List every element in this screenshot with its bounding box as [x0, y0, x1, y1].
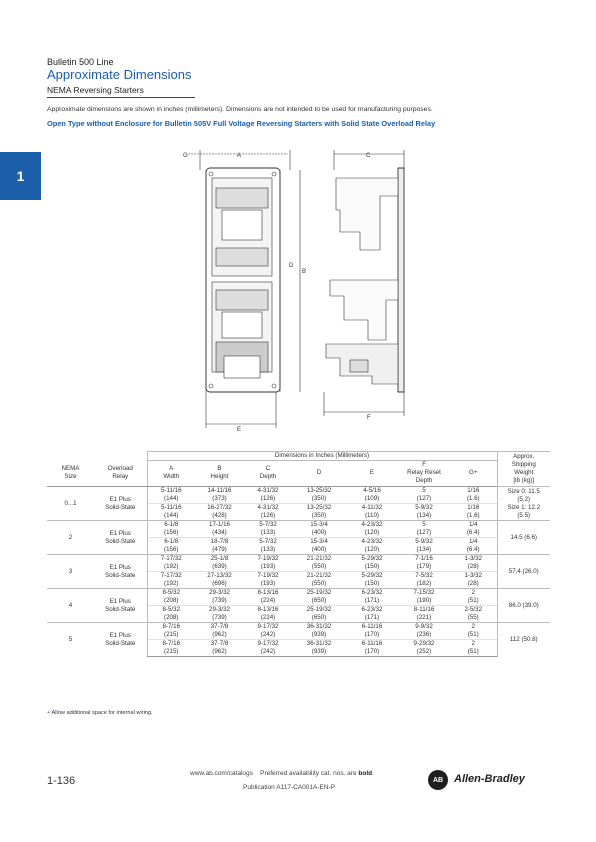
dim-f-cell: 7-1/16 (179) — [398, 555, 450, 572]
dim-c-cell: 5-7/32 (133) — [244, 521, 292, 538]
svg-text:C: C — [366, 153, 371, 159]
dim-g-cell: 2 (51) — [450, 640, 497, 657]
svg-text:E: E — [237, 427, 242, 433]
nema-size-cell: 3 — [47, 555, 94, 589]
dim-e-cell: 5-29/32 (150) — [346, 572, 398, 589]
dim-d-cell: 21-21/32 (550) — [292, 572, 346, 589]
dim-f-cell: 5-9/32 (134) — [398, 504, 450, 521]
bulletin-label: Bulletin 500 Line — [47, 57, 114, 67]
dim-e-cell: 6-11/16 (170) — [346, 640, 398, 657]
page-title: Approximate Dimensions — [47, 67, 192, 82]
dim-c-cell: 4-31/32 (126) — [244, 504, 292, 521]
d-header: D — [292, 461, 346, 487]
availability-note: Preferred availability cat. nos. are — [260, 770, 357, 777]
dim-a-cell: 8-7/16 (215) — [147, 640, 195, 657]
page-number: 1-136 — [47, 775, 76, 787]
dim-g-cell: 2 (51) — [450, 623, 497, 640]
dim-a-cell: 5-11/16 (144) — [147, 487, 195, 504]
table-row — [47, 555, 550, 572]
dim-g-cell: 2 (51) — [450, 589, 497, 606]
overload-relay-header: Overload Relay — [94, 461, 147, 487]
dim-d-cell: 15-3/4 (400) — [292, 538, 346, 555]
dim-g-cell: 1/16 (1.6) — [450, 487, 497, 504]
dim-d-cell: 21-21/32 (550) — [292, 555, 346, 572]
overload-relay-cell: E1 Plus Solid-State — [94, 589, 147, 623]
dim-d-cell: 15-3/4 (400) — [292, 521, 346, 538]
dim-c-cell: 5-7/32 (133) — [244, 538, 292, 555]
dim-b-cell: 29-3/32 (739) — [195, 606, 244, 623]
dim-b-cell: 29-3/32 (739) — [195, 589, 244, 606]
overload-relay-cell: E1 Plus Solid-State — [94, 555, 147, 589]
dimensions-table — [47, 451, 550, 657]
publication-number: Publication A117-CA001A-EN-P — [243, 784, 336, 791]
weight-cell: 112 (50.8) — [497, 623, 550, 657]
dim-g-cell: 2-5/32 (55) — [450, 606, 497, 623]
nema-size-cell: 0...1 — [47, 487, 94, 521]
dim-g-cell: 1/4 (6.4) — [450, 521, 497, 538]
dim-f-cell: 9-9/32 (236) — [398, 623, 450, 640]
dim-c-cell: 7-19/32 (193) — [244, 555, 292, 572]
overload-relay-cell: E1 Plus Solid-State — [94, 487, 147, 521]
dim-c-cell: 8-13/16 (224) — [244, 589, 292, 606]
nema-size-header: NEMA Size — [47, 461, 94, 487]
dim-d-cell: 25-19/32 (650) — [292, 606, 346, 623]
height-b-header: B Height — [195, 461, 244, 487]
footnote-text: Allow additional space for internal wiring. — [51, 710, 153, 716]
dim-c-cell: 4-31/32 (126) — [244, 487, 292, 504]
overload-relay-cell: E1 Plus Solid-State — [94, 623, 147, 657]
dim-e-cell: 6-23/32 (171) — [346, 606, 398, 623]
dim-a-cell: 8-5/32 (208) — [147, 606, 195, 623]
dim-b-cell: 14-11/16 (373) — [195, 487, 244, 504]
dim-g-cell: 1-3/32 (28) — [450, 572, 497, 589]
dim-a-cell: 6-1/8 (156) — [147, 538, 195, 555]
dim-a-cell: 6-1/8 (156) — [147, 521, 195, 538]
dim-c-cell: 8-13/16 (224) — [244, 606, 292, 623]
brand-name: Allen-Bradley — [454, 773, 525, 785]
weight-cell: Size 0: 11.5 (5.2) Size 1: 12.2 (5.5) — [497, 487, 550, 521]
dim-b-cell: 27-13/32 (696) — [195, 572, 244, 589]
nema-size-cell: 5 — [47, 623, 94, 657]
footnote — [47, 710, 153, 716]
weight-cell: 57.4 (26.0) — [497, 555, 550, 589]
dim-g-cell: 1-3/32 (28) — [450, 555, 497, 572]
table-row — [47, 487, 550, 504]
weight-header: Approx. Shipping Weight [lb (kg)] — [497, 452, 550, 487]
dim-e-cell: 4-23/32 (120) — [346, 521, 398, 538]
dim-d-cell: 36-31/32 (939) — [292, 623, 346, 640]
nema-size-cell: 2 — [47, 521, 94, 555]
svg-text:F: F — [367, 415, 371, 421]
nema-size-cell: 4 — [47, 589, 94, 623]
intro-text: Approximate dimensions are shown in inches (millimeters). Dimensions are not intended to be used for manufacturing purposes. — [47, 106, 433, 113]
svg-text:G: G — [183, 153, 188, 159]
dim-b-cell: 18-7/8 (479) — [195, 538, 244, 555]
dim-e-cell: 6-23/32 (171) — [346, 589, 398, 606]
dim-f-cell: 5-9/32 (134) — [398, 538, 450, 555]
figure-title: Open Type without Enclosure for Bulletin 505V Full Voltage Reversing Starters with Solid State Overload Relay — [47, 119, 436, 128]
dim-f-cell: 5 (127) — [398, 521, 450, 538]
g-header: G+ — [450, 461, 497, 487]
depth-c-header: C Depth — [244, 461, 292, 487]
dim-b-cell: 37-7/8 (962) — [195, 623, 244, 640]
dim-e-cell: 5-29/32 (150) — [346, 555, 398, 572]
dim-a-cell: 8-5/32 (208) — [147, 589, 195, 606]
weight-cell: 14.5 (6.6) — [497, 521, 550, 555]
dim-a-cell: 7-17/32 (192) — [147, 555, 195, 572]
dim-a-cell: 5-11/16 (144) — [147, 504, 195, 521]
dim-d-cell: 36-31/32 (939) — [292, 640, 346, 657]
dim-e-cell: 4-23/32 (120) — [346, 538, 398, 555]
e-header: E — [346, 461, 398, 487]
allen-bradley-logo: AB — [428, 770, 448, 790]
bold-word: bold — [358, 770, 373, 777]
dim-d-cell: 25-19/32 (650) — [292, 589, 346, 606]
dim-a-cell: 8-7/16 (215) — [147, 623, 195, 640]
dim-f-cell: 8-11/16 (221) — [398, 606, 450, 623]
footnote-mark: + — [47, 710, 51, 716]
weight-cell: 86.0 (39.0) — [497, 589, 550, 623]
svg-text:B: B — [302, 269, 307, 275]
dim-g-cell: 1/4 (6.4) — [450, 538, 497, 555]
table-row — [47, 589, 550, 606]
width-a-header: A Width — [147, 461, 195, 487]
page-subtitle: NEMA Reversing Starters — [47, 85, 144, 95]
dim-b-cell: 17-1/16 (434) — [195, 521, 244, 538]
dim-d-cell: 13-25/32 (350) — [292, 487, 346, 504]
dim-c-cell: 9-17/32 (242) — [244, 640, 292, 657]
dim-f-cell: 5 (127) — [398, 487, 450, 504]
dim-b-cell: 37-7/8 (962) — [195, 640, 244, 657]
catalog-link[interactable]: www.ab.com/catalogs — [190, 770, 253, 777]
dim-b-cell: 25-1/8 (639) — [195, 555, 244, 572]
section-tab[interactable]: 1 — [0, 152, 41, 200]
overload-relay-cell: E1 Plus Solid-State — [94, 521, 147, 555]
dim-c-cell: 7-19/32 (193) — [244, 572, 292, 589]
table-row — [47, 623, 550, 640]
starter-dimension-drawing — [170, 145, 420, 435]
dimensions-group-header: Dimensions in Inches (Millimeters) — [147, 452, 497, 461]
header-rule — [47, 97, 195, 98]
dim-g-cell: 1/16 (1.6) — [450, 504, 497, 521]
dim-e-cell: 4-5/16 (109) — [346, 487, 398, 504]
dim-e-cell: 6-11/16 (170) — [346, 623, 398, 640]
dim-a-cell: 7-17/32 (192) — [147, 572, 195, 589]
footer-url-line: www.ab.com/catalogs Preferred availability cat. nos. are bold. — [190, 770, 374, 777]
dim-c-cell: 9-17/32 (242) — [244, 623, 292, 640]
svg-text:D: D — [289, 263, 294, 269]
svg-text:A: A — [237, 153, 242, 159]
table-row — [47, 521, 550, 538]
dim-f-cell: 7-5/32 (182) — [398, 572, 450, 589]
dim-b-cell: 16-27/32 (428) — [195, 504, 244, 521]
dim-f-cell: 9-29/32 (252) — [398, 640, 450, 657]
dim-f-cell: 7-15/32 (190) — [398, 589, 450, 606]
relay-reset-f-header: F Relay Reset Depth — [398, 461, 450, 487]
dim-d-cell: 13-25/32 (350) — [292, 504, 346, 521]
dim-e-cell: 4-11/32 (110) — [346, 504, 398, 521]
